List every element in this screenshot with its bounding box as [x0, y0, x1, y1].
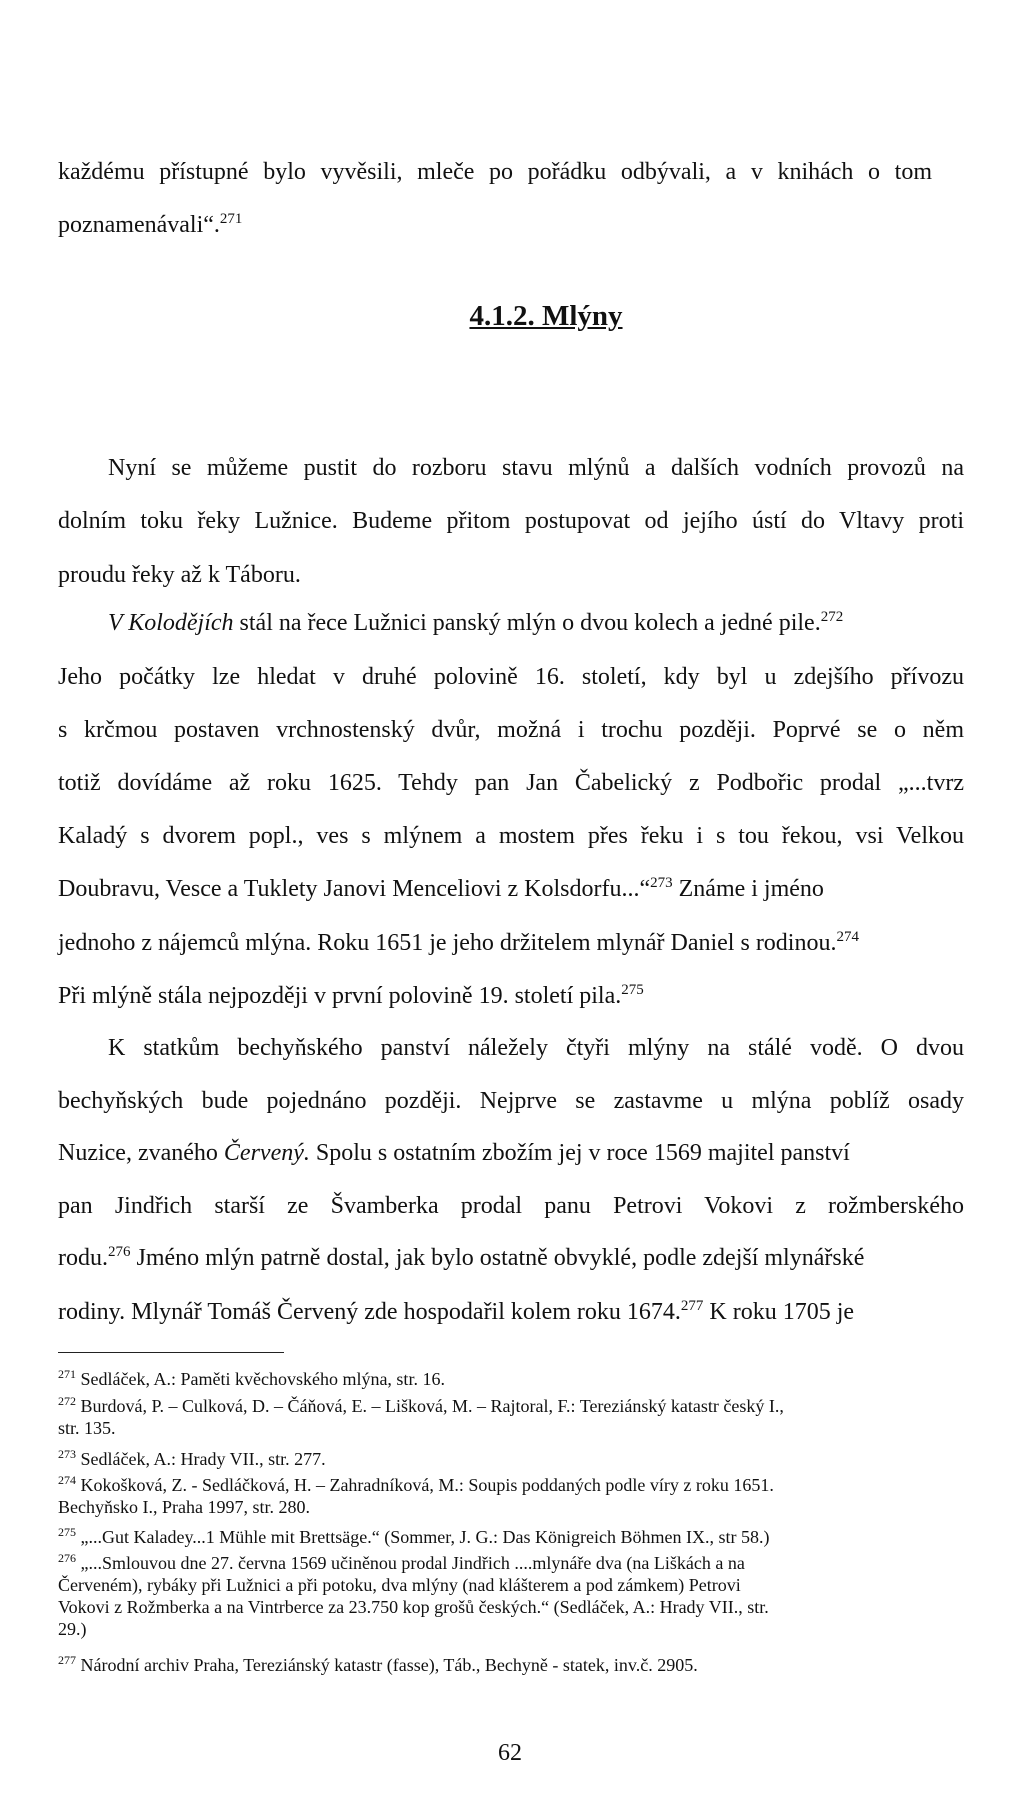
body-line: pan Jindřich starší ze Švamberka prodal panu Petrovi Vokovi z rožmberského [58, 1193, 964, 1219]
body-line: dolním toku řeky Lužnice. Budeme přitom postupovat od jejího ústí do Vltavy proti [58, 508, 964, 534]
footnote-273: $^{273}$ Sedláček, A.: Hrady VII., str. 277. [58, 1447, 326, 1469]
body-line: Nuzice, zvaného Červený. Spolu s ostatním zbožím jej v roce 1569 majitel panství [58, 1140, 850, 1166]
body-line: Kaladý s dvorem popl., ves s mlýnem a mostem přes řeku i s tou řekou, vsi Velkou [58, 823, 964, 849]
footnote-number: 272 [58, 1394, 76, 1408]
body-line: proudu řeky až k Táboru. [58, 562, 301, 588]
body-line: Jeho počátky lze hledat v druhé polovině 16. století, kdy byl u zdejšího přívozu [58, 664, 964, 690]
body-line: Při mlýně stála nejpozději v první polovině 19. století pila.$^{275}$ [58, 982, 644, 1009]
body-line: s krčmou postaven vrchnostenský dvůr, možná i trochu později. Poprvé se o něm [58, 717, 964, 743]
body-line: rodiny. Mlynář Tomáš Červený zde hospodařil kolem roku 1674.$^{277}$ K roku 1705 je [58, 1298, 855, 1325]
footnote-ref[interactable]: 277 [680, 1298, 704, 1314]
footnote-ref[interactable]: 272 [820, 609, 844, 625]
body-line: K statkům bechyňského panství náležely čtyři mlýny na stálé vodě. O dvou [108, 1035, 964, 1061]
body-line: každému přístupné bylo vyvěsili, mleče po pořádku odbývali, a v knihách o tom [58, 159, 932, 185]
footnote-276: $^{276}$ „...Smlouvou dne 27. června 1569 učiněnou prodal Jindřich ....mlynáře dva (na Liškách a na Červeném), rybáky při Lužnici a při potoku, dva mlýny (nad klášterem a pod zámkem) Petrovi Vokovi z Rožmberka a na Vintrberce za 23.750 kop grošů českých.“ (Sedláček, A.: Hrady VII., str. 29.) [58, 1551, 769, 1639]
page-number: 62 [498, 1740, 522, 1766]
footnote-number: 276 [58, 1551, 76, 1565]
footnote-ref[interactable]: 271 [219, 211, 243, 227]
footnote-number: 271 [58, 1367, 76, 1381]
body-line: bechyňských bude pojednáno později. Nejprve se zastavme u mlýna poblíž osady [58, 1088, 964, 1114]
footnote-271: $^{271}$ Sedláček, A.: Paměti kvěchovského mlýna, str. 16. [58, 1367, 445, 1389]
footnote-number: 274 [58, 1473, 76, 1487]
footnote-277: $^{277}$ Národní archiv Praha, Tereziánský katastr (fasse), Táb., Bechyně - statek, inv.č. 2905. [58, 1653, 698, 1675]
body-line: rodu.$^{276}$ Jméno mlýn patrně dostal, jak bylo ostatně obvyklé, podle zdejší mlynářské [58, 1244, 865, 1271]
footnote-number: 273 [58, 1447, 76, 1461]
footnote-number: 277 [58, 1653, 76, 1667]
footnote-275: $^{275}$ „...Gut Kaladey...1 Mühle mit Brettsäge.“ (Sommer, J. G.: Das Königreich Böhmen IX., str 58.) [58, 1525, 770, 1547]
body-line: totiž dovídáme až roku 1625. Tehdy pan Jan Čabelický z Podbořic prodal „...tvrz [58, 770, 964, 796]
footnote-272: $^{272}$ Burdová, P. – Culková, D. – Čáňová, E. – Lišková, M. – Rajtoral, F.: Tereziánský katastr český I., str. 135. [58, 1394, 784, 1438]
body-line: poznamenávali“.$^{271}$ [58, 211, 243, 238]
footnote-ref[interactable]: 275 [621, 982, 644, 998]
footnote-274: $^{274}$ Kokošková, Z. - Sedláčková, H. – Zahradníková, M.: Soupis poddaných podle víry z roku 1651. Bechyňsko I., Praha 1997, str. 280. [58, 1473, 774, 1517]
footnote-ref[interactable]: 273 [650, 875, 673, 891]
footnote-number: 275 [58, 1525, 76, 1539]
body-line: jednoho z nájemců mlýna. Roku 1651 je jeho držitelem mlynář Daniel s rodinou.$^{274}$ [58, 929, 859, 956]
footnote-ref[interactable]: 274 [836, 929, 859, 945]
place-name-italic: V Kolodějích [108, 610, 234, 636]
mill-name-italic: Červený. [223, 1140, 310, 1166]
body-line: Nyní se můžeme pustit do rozboru stavu mlýnů a dalších vodních provozů na [108, 455, 964, 481]
section-heading: 4.1.2. Mlýny [469, 300, 623, 332]
body-line: Doubravu, Vesce a Tuklety Janovi Menceliovi z Kolsdorfu...“$^{273}$ Známe i jméno [58, 875, 824, 902]
footnote-separator [58, 1352, 284, 1353]
footnote-ref[interactable]: 276 [108, 1244, 131, 1260]
body-line: V Kolodějích stál na řece Lužnici panský mlýn o dvou kolech a jedné pile.$^{272}$ [108, 609, 844, 636]
